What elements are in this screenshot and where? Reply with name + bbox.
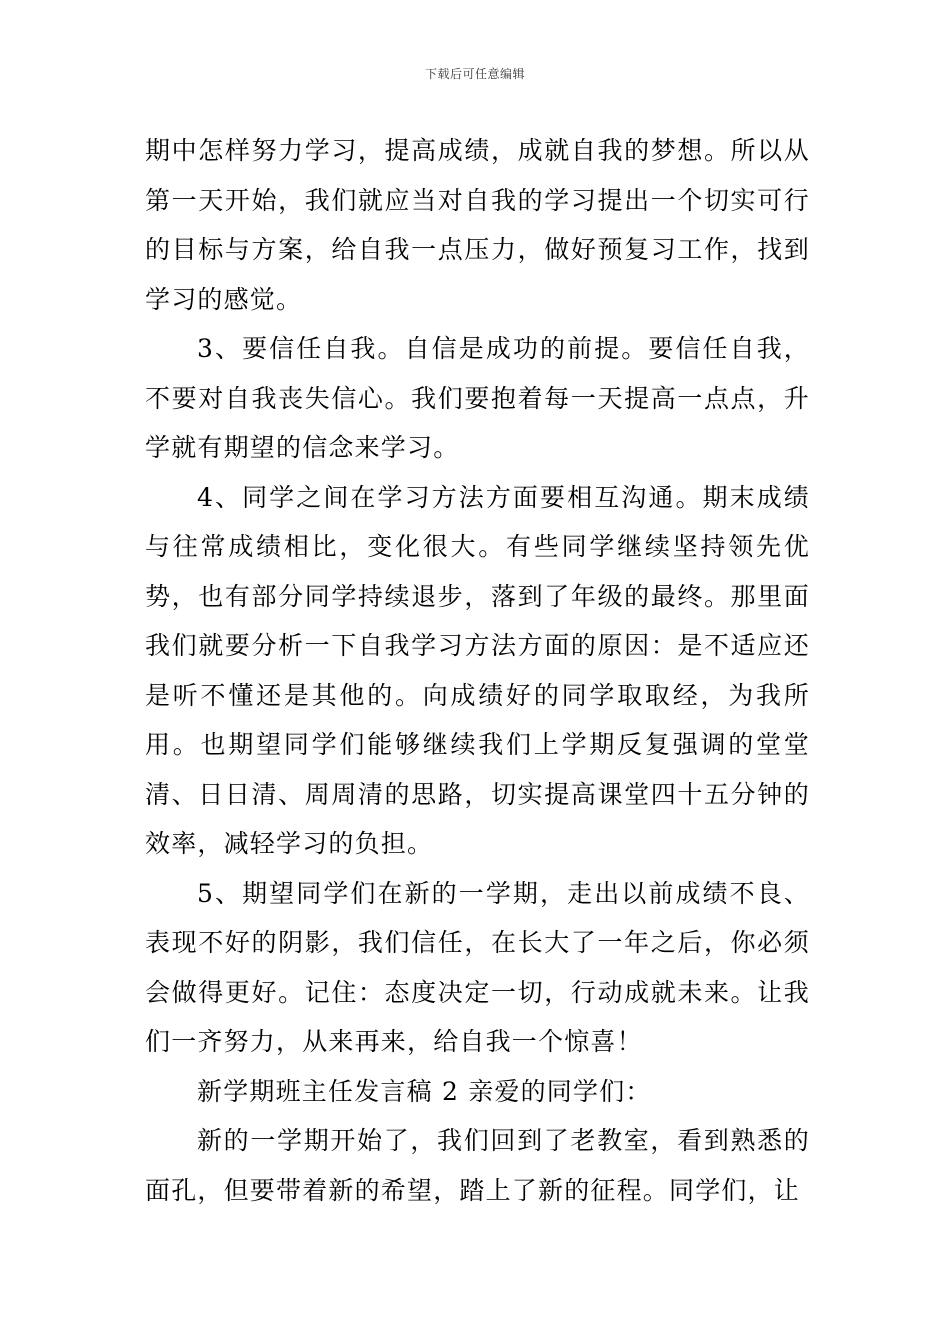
paragraph-continuation: 期中怎样努力学习，提高成绩，成就自我的梦想。所以从第一天开始，我们就应当对自我的学习提出一个切实可行的目标与方案，给自我一点压力，做好预复习工作，找到学习的感觉。 (145, 136, 810, 314)
paragraph-item-4: 4、同学之间在学习方法方面要相互沟通。期末成绩与往常成绩相比，变化很大。有些同学继续坚持领先优势，也有部分同学持续退步，落到了年级的最终。那里面我们就要分析一下自我学习方法方面的原因：是不适应还是听不懂还是其他的。向成绩好的同学取取经，为我所用。也期望同学们能够继续我们上学期反复强调的堂堂清、日日清、周周清的思路，切实提高课堂四十五分钟的效率，减轻学习的负担。 (145, 482, 810, 858)
section-heading-speech-2: 新学期班主任发言稿 2 亲爱的同学们： (197, 1076, 652, 1106)
paragraph-item-3: 3、要信任自我。自信是成功的前提。要信任自我，不要对自我丧失信心。我们要抱着每一天提高一点点，升学就有期望的信念来学习。 (145, 334, 810, 462)
document-body (145, 126, 810, 1215)
paragraph-item-5: 5、期望同学们在新的一学期，走出以前成绩不良、表现不好的阴影，我们信任，在长大了一年之后，你必须会做得更好。记住：态度决定一切，行动成就未来。让我们一齐努力，从来再来，给自我一个惊喜！ (145, 878, 810, 1056)
page-header-note: 下载后可任意编辑 (424, 67, 525, 81)
paragraph-speech-2-opening: 新的一学期开始了，我们回到了老教室，看到熟悉的面孔，但要带着新的希望，踏上了新的征程。同学们，让 (145, 1126, 810, 1205)
